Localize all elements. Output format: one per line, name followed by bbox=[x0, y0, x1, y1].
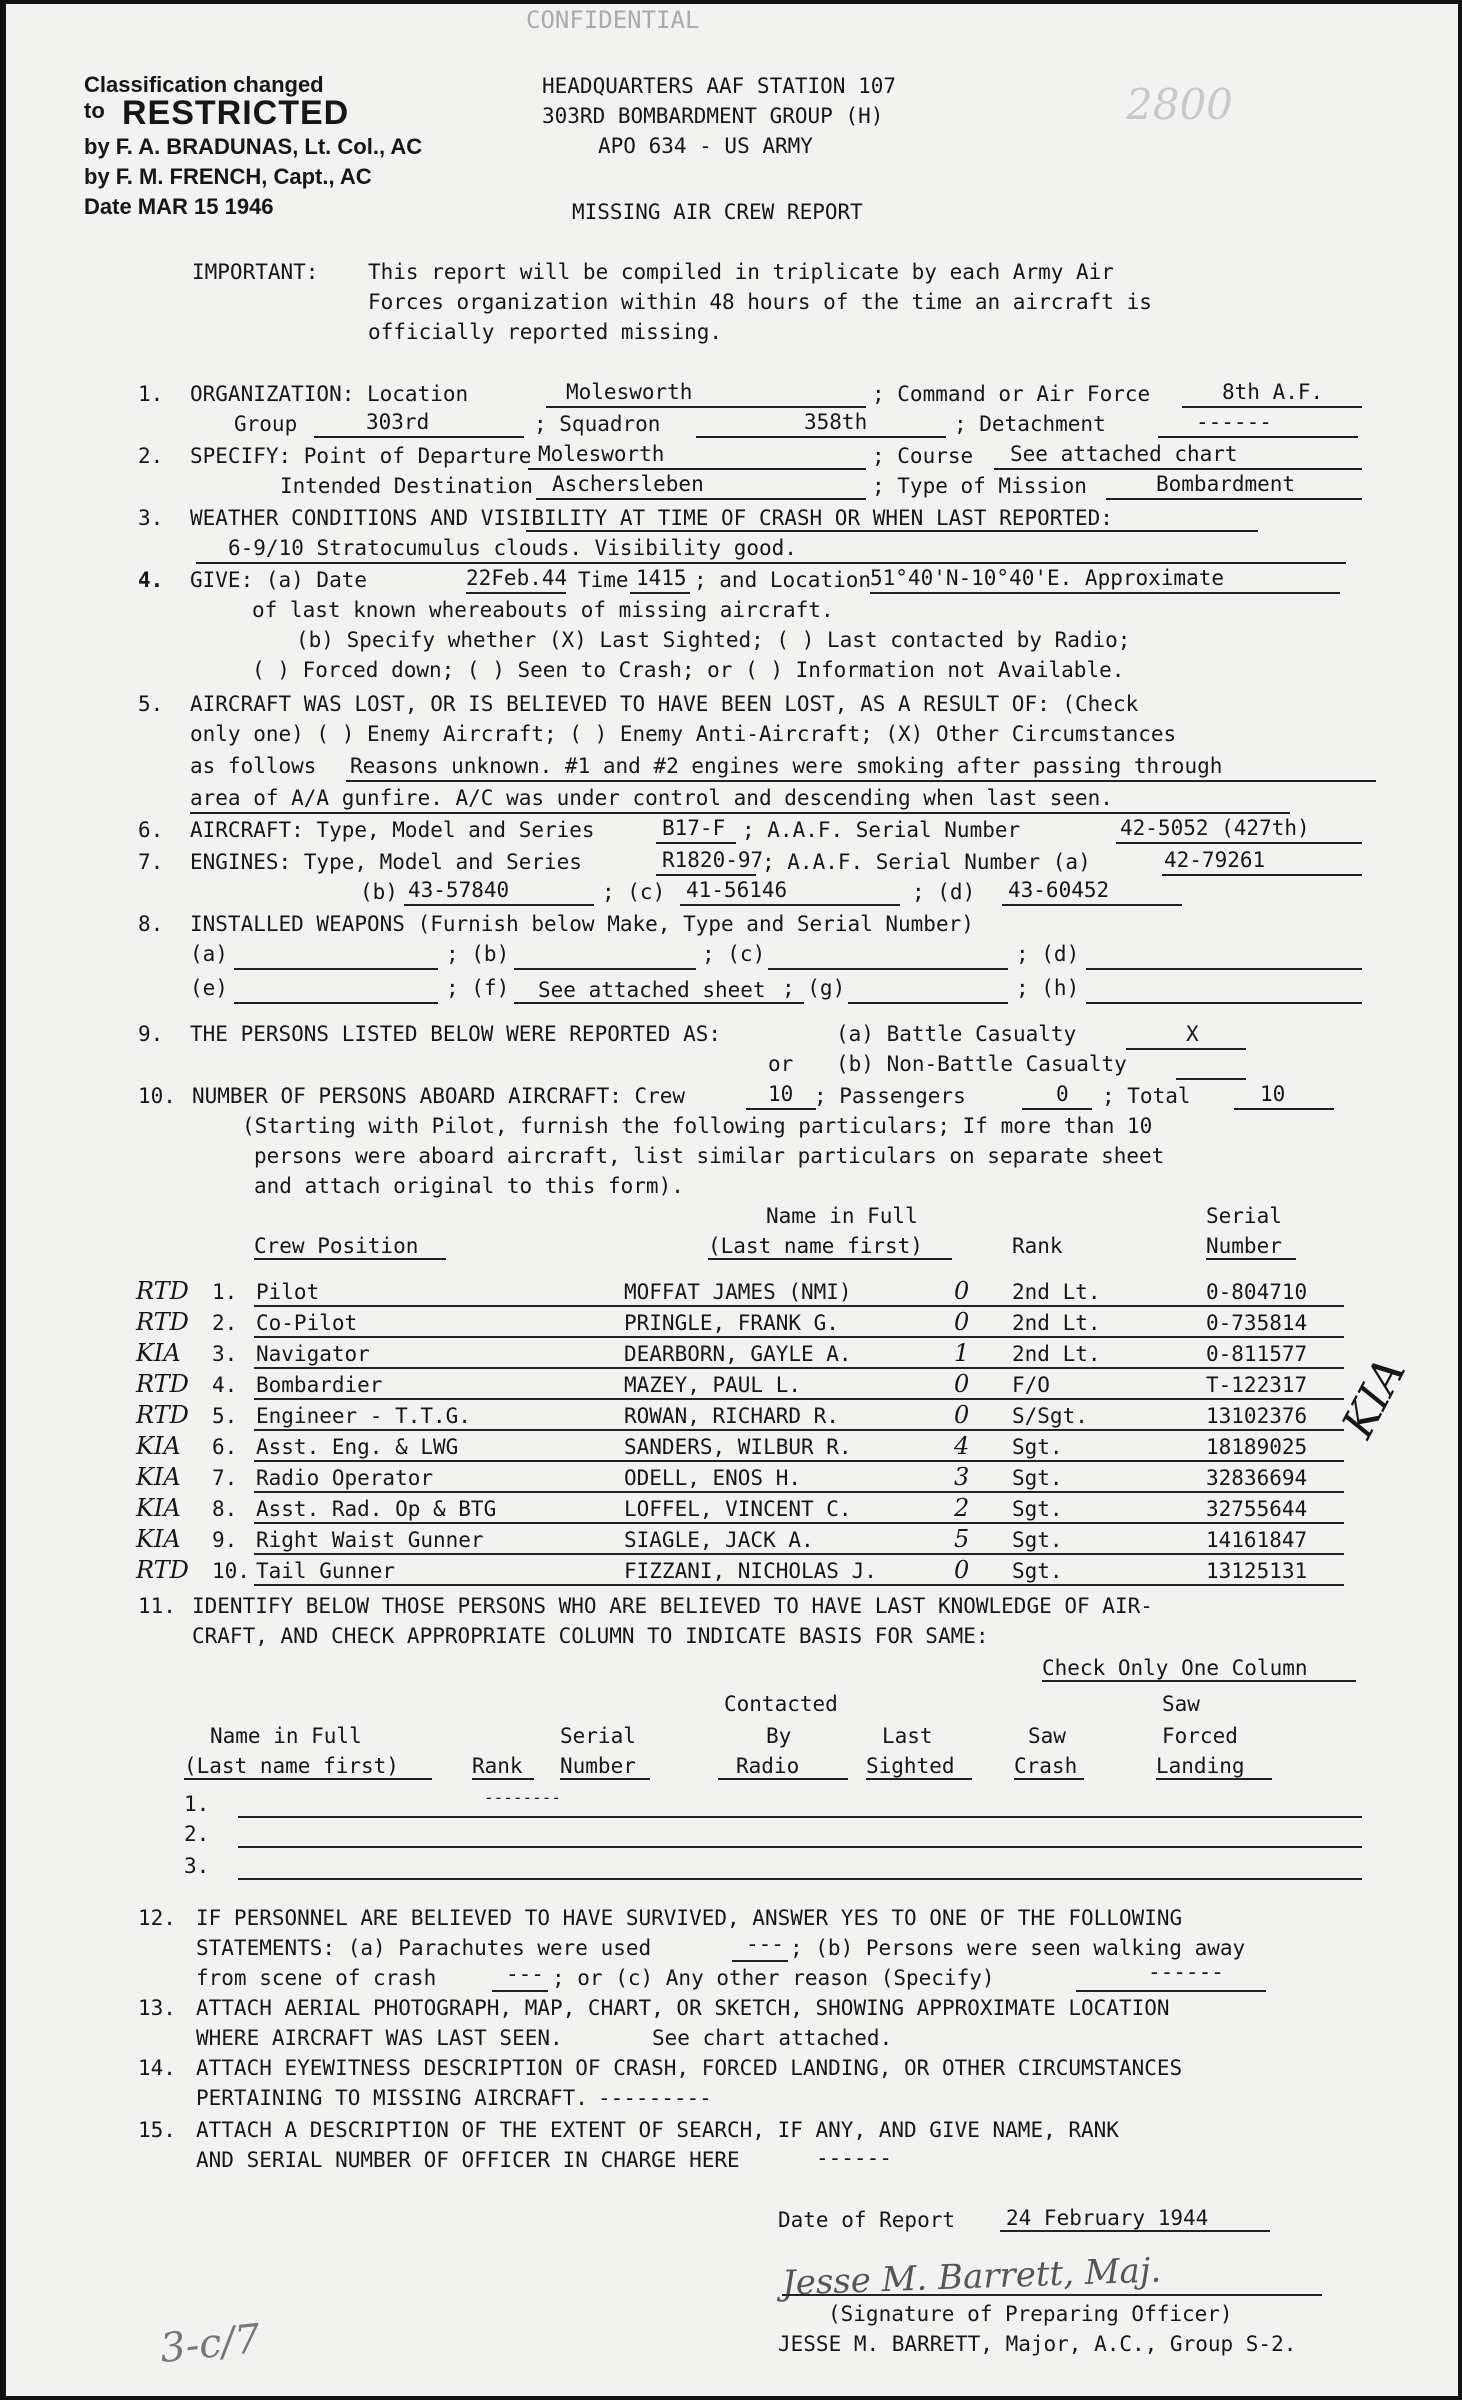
s11-h-forced-1: Saw bbox=[1162, 1692, 1200, 1716]
crew-row-number: 6. bbox=[212, 1435, 238, 1459]
s13-line-1: ATTACH AERIAL PHOTOGRAPH, MAP, CHART, OR SKETCH, SHOWING APPROXIMATE LOCATION bbox=[196, 1996, 1170, 2020]
s13-number: 13. bbox=[138, 1996, 176, 2020]
crew-position: Pilot bbox=[256, 1280, 320, 1304]
s2-departure-value: Molesworth bbox=[538, 442, 665, 466]
crew-serial: 18189025 bbox=[1206, 1435, 1308, 1459]
crew-mark: 0 bbox=[954, 1308, 970, 1336]
s10-passengers-label: ; Passengers bbox=[814, 1084, 966, 1108]
stamp-by-2: by F. M. FRENCH, Capt., AC bbox=[84, 164, 372, 189]
crew-name: MOFFAT JAMES (NMI) bbox=[624, 1280, 852, 1304]
crew-name: SIAGLE, JACK A. bbox=[624, 1528, 814, 1552]
s11-h-forced-3: Landing bbox=[1156, 1754, 1245, 1778]
crew-header-name-1: Name in Full bbox=[766, 1204, 918, 1228]
s2-destination-label: Intended Destination bbox=[280, 474, 533, 498]
s11-line-1: IDENTIFY BELOW THOSE PERSONS WHO ARE BELIEVED TO HAVE LAST KNOWLEDGE OF AIR- bbox=[192, 1594, 1153, 1618]
crew-header-serial-1: Serial bbox=[1206, 1204, 1282, 1228]
s1-location-value: Molesworth bbox=[566, 380, 693, 404]
crew-status: RTD bbox=[136, 1556, 189, 1584]
s15-line-1: ATTACH A DESCRIPTION OF THE EXTENT OF SEARCH, IF ANY, AND GIVE NAME, RANK bbox=[196, 2118, 1119, 2142]
crew-status: KIA bbox=[136, 1525, 181, 1553]
s8-number: 8. bbox=[138, 912, 164, 936]
crew-position: Right Waist Gunner bbox=[256, 1528, 484, 1552]
crew-name: FIZZANI, NICHOLAS J. bbox=[624, 1559, 877, 1583]
crew-serial: 13125131 bbox=[1206, 1559, 1308, 1583]
s14-number: 14. bbox=[138, 2056, 176, 2080]
crew-rank: Sgt. bbox=[1012, 1528, 1063, 1552]
crew-mark: 3 bbox=[954, 1463, 970, 1491]
s5-line-2: only one) ( ) Enemy Aircraft; ( ) Enemy Anti-Aircraft; (X) Other Circumstances bbox=[190, 722, 1177, 746]
crew-position: Tail Gunner bbox=[256, 1559, 396, 1583]
crew-row-number: 8. bbox=[212, 1497, 238, 1521]
crew-name: PRINGLE, FRANK G. bbox=[624, 1311, 839, 1335]
s14-value: --------- bbox=[598, 2086, 712, 2110]
s15-number: 15. bbox=[138, 2118, 176, 2142]
s11-h-saw-1: Saw bbox=[1028, 1724, 1066, 1748]
s8-b-label: ; (b) bbox=[446, 942, 510, 966]
s8-a-label: (a) bbox=[190, 942, 228, 966]
s10-passengers-value: 0 bbox=[1056, 1082, 1069, 1106]
s6-serial-label: ; A.A.F. Serial Number bbox=[742, 818, 1021, 842]
s11-h-forced-2: Forced bbox=[1162, 1724, 1238, 1748]
crew-rank: 2nd Lt. bbox=[1012, 1280, 1101, 1304]
crew-mark: 0 bbox=[954, 1370, 970, 1398]
s4-location-label: ; and Location bbox=[694, 568, 872, 592]
s1-command-label: ; Command or Air Force bbox=[872, 382, 1151, 406]
crew-row-rule bbox=[254, 1367, 1344, 1369]
s1-command-value: 8th A.F. bbox=[1222, 380, 1324, 404]
crew-rank: Sgt. bbox=[1012, 1466, 1063, 1490]
s8-c-label: ; (c) bbox=[702, 942, 766, 966]
header-line-3: APO 634 - US ARMY bbox=[598, 134, 813, 158]
corner-note: 3-c/7 bbox=[157, 2315, 263, 2373]
s10-line-3: persons were aboard aircraft, list similar particulars on separate sheet bbox=[254, 1144, 1165, 1168]
s1-detachment-label: ; Detachment bbox=[954, 412, 1106, 436]
s12-line-1: IF PERSONNEL ARE BELIEVED TO HAVE SURVIVED, ANSWER YES TO ONE OF THE FOLLOWING bbox=[196, 1906, 1183, 1930]
s9-battle-label: (a) Battle Casualty bbox=[836, 1022, 1077, 1046]
crew-status: KIA bbox=[136, 1339, 181, 1367]
s5-reasons-1: Reasons unknown. #1 and #2 engines were smoking after passing through bbox=[350, 754, 1223, 778]
crew-position: Co-Pilot bbox=[256, 1311, 358, 1335]
s2-destination-value: Aschersleben bbox=[552, 472, 704, 496]
s11-check-one: Check Only One Column bbox=[1042, 1656, 1308, 1680]
crew-rank: Sgt. bbox=[1012, 1435, 1063, 1459]
s11-h-serial-2: Number bbox=[560, 1754, 636, 1778]
s11-line-2: CRAFT, AND CHECK APPROPRIATE COLUMN TO INDICATE BASIS FOR SAME: bbox=[192, 1624, 989, 1648]
s8-e-label: (e) bbox=[190, 976, 228, 1000]
stamp-restricted: RESTRICTED bbox=[122, 94, 350, 132]
crew-header-serial-2: Number bbox=[1206, 1234, 1282, 1258]
crew-row-number: 7. bbox=[212, 1466, 238, 1490]
s2-departure-label: SPECIFY: Point of Departure bbox=[190, 444, 532, 468]
crew-mark: 5 bbox=[954, 1525, 970, 1553]
s12-walking-value: --- bbox=[506, 1962, 544, 1986]
s12-parachutes-value: --- bbox=[746, 1932, 784, 1956]
s11-h-saw-2: Crash bbox=[1014, 1754, 1078, 1778]
crew-mark: 0 bbox=[954, 1277, 970, 1305]
s1-group-value: 303rd bbox=[366, 410, 430, 434]
s4-location-value: 51°40'N-10°40'E. Approximate bbox=[870, 566, 1225, 590]
stamp-classification: Classification changed bbox=[84, 72, 324, 97]
crew-row-rule bbox=[254, 1522, 1344, 1524]
s11-h-rank: Rank bbox=[472, 1754, 523, 1778]
s7-engine-d: 43-60452 bbox=[1008, 878, 1110, 902]
officer-name: JESSE M. BARRETT, Major, A.C., Group S-2. bbox=[778, 2332, 1297, 2356]
crew-name: MAZEY, PAUL L. bbox=[624, 1373, 802, 1397]
crew-serial: 0-804710 bbox=[1206, 1280, 1308, 1304]
s2-course-value: See attached chart bbox=[1010, 442, 1238, 466]
s7-engine-c: 41-56146 bbox=[686, 878, 788, 902]
s10-crew-label: NUMBER OF PERSONS ABOARD AIRCRAFT: Crew bbox=[192, 1084, 686, 1108]
s8-f-value: See attached sheet bbox=[538, 978, 766, 1002]
crew-row-rule bbox=[254, 1336, 1344, 1338]
s11-h-radio-2: By bbox=[766, 1724, 792, 1748]
s2-course-label: ; Course bbox=[872, 444, 974, 468]
s1-location-label: ORGANIZATION: Location bbox=[190, 382, 469, 406]
s7-type-label: ENGINES: Type, Model and Series bbox=[190, 850, 582, 874]
s7-d-label: ; (d) bbox=[912, 880, 976, 904]
s9-line-1: THE PERSONS LISTED BELOW WERE REPORTED AS: bbox=[190, 1022, 722, 1046]
s7-b-label: (b) bbox=[360, 880, 398, 904]
crew-position: Navigator bbox=[256, 1342, 370, 1366]
s10-total-value: 10 bbox=[1260, 1082, 1286, 1106]
crew-position: Engineer - T.T.G. bbox=[256, 1404, 471, 1428]
crew-row-number: 1. bbox=[212, 1280, 238, 1304]
crew-position: Bombardier bbox=[256, 1373, 383, 1397]
crew-name: ODELL, ENOS H. bbox=[624, 1466, 802, 1490]
crew-status: RTD bbox=[136, 1308, 189, 1336]
s13-value: See chart attached. bbox=[652, 2026, 893, 2050]
s4-time-label: Time bbox=[578, 568, 629, 592]
s12-other-value: ------ bbox=[1148, 1960, 1224, 1984]
crew-serial: 0-735814 bbox=[1206, 1311, 1308, 1335]
s13-line-2: WHERE AIRCRAFT WAS LAST SEEN. bbox=[196, 2026, 563, 2050]
crew-status: KIA bbox=[136, 1494, 181, 1522]
crew-mark: 0 bbox=[954, 1556, 970, 1584]
crew-rank: 2nd Lt. bbox=[1012, 1311, 1101, 1335]
s4-date-value: 22Feb.44 bbox=[466, 566, 568, 590]
crew-row-number: 3. bbox=[212, 1342, 238, 1366]
s6-type-label: AIRCRAFT: Type, Model and Series bbox=[190, 818, 595, 842]
s11-h-last-1: Last bbox=[882, 1724, 933, 1748]
crew-position: Asst. Rad. Op & BTG bbox=[256, 1497, 497, 1521]
s12-number: 12. bbox=[138, 1906, 176, 1930]
signature: Jesse M. Barrett, Maj. bbox=[781, 2250, 1162, 2304]
s10-line-2: (Starting with Pilot, furnish the following particulars; If more than 10 bbox=[242, 1114, 1153, 1138]
s7-type-value: R1820-97 bbox=[662, 848, 764, 872]
crew-name: LOFFEL, VINCENT C. bbox=[624, 1497, 852, 1521]
s6-serial-value: 42-5052 (427th) bbox=[1120, 816, 1310, 840]
page-title: MISSING AIR CREW REPORT bbox=[572, 200, 863, 224]
crew-row-number: 10. bbox=[212, 1559, 250, 1583]
crew-mark: 4 bbox=[954, 1432, 970, 1460]
s5-as-follows-label: as follows bbox=[190, 754, 317, 778]
signature-label: (Signature of Preparing Officer) bbox=[828, 2302, 1233, 2326]
crew-position: Radio Operator bbox=[256, 1466, 434, 1490]
s11-rank-dashes: -------- bbox=[484, 1788, 562, 1807]
s1-squadron-label: ; Squadron bbox=[534, 412, 661, 436]
s7-serial-label: ; A.A.F. Serial Number (a) bbox=[762, 850, 1091, 874]
s3-value: 6-9/10 Stratocumulus clouds. Visibility good. bbox=[228, 536, 797, 560]
s9-battle-mark: X bbox=[1186, 1022, 1199, 1046]
s11-row-1: 1. bbox=[184, 1792, 210, 1816]
s11-number: 11. bbox=[138, 1594, 176, 1618]
important-line-3: officially reported missing. bbox=[368, 320, 723, 344]
s9-number: 9. bbox=[138, 1022, 164, 1046]
report-sheet bbox=[6, 4, 1458, 2396]
s7-engine-b: 43-57840 bbox=[408, 878, 510, 902]
crew-name: SANDERS, WILBUR R. bbox=[624, 1435, 852, 1459]
crew-mark: 1 bbox=[954, 1339, 970, 1367]
crew-serial: 13102376 bbox=[1206, 1404, 1308, 1428]
s8-f-label: ; (f) bbox=[446, 976, 510, 1000]
s11-h-serial-1: Serial bbox=[560, 1724, 636, 1748]
important-label: IMPORTANT: bbox=[192, 260, 319, 284]
crew-rank: Sgt. bbox=[1012, 1497, 1063, 1521]
s10-total-label: ; Total bbox=[1102, 1084, 1191, 1108]
crew-name: DEARBORN, GAYLE A. bbox=[624, 1342, 852, 1366]
s12-walking-label: ; (b) Persons were seen walking away bbox=[790, 1936, 1246, 1960]
crew-row-rule bbox=[254, 1429, 1344, 1431]
s1-number: 1. bbox=[138, 382, 164, 406]
s12-parachutes-label: STATEMENTS: (a) Parachutes were used bbox=[196, 1936, 652, 1960]
s8-g-label: ; (g) bbox=[782, 976, 846, 1000]
crew-status: KIA bbox=[136, 1463, 181, 1491]
header-line-1: HEADQUARTERS AAF STATION 107 bbox=[542, 74, 897, 98]
crew-status: KIA bbox=[136, 1432, 181, 1460]
important-line-1: This report will be compiled in triplicate by each Army Air bbox=[368, 260, 1114, 284]
s4-line-4: ( ) Forced down; ( ) Seen to Crash; or ( ) Information not Available. bbox=[252, 658, 1125, 682]
s5-number: 5. bbox=[138, 692, 164, 716]
crew-row-rule bbox=[254, 1491, 1344, 1493]
crew-name: ROWAN, RICHARD R. bbox=[624, 1404, 839, 1428]
report-date-label: Date of Report bbox=[778, 2208, 956, 2232]
s14-line-1: ATTACH EYEWITNESS DESCRIPTION OF CRASH, FORCED LANDING, OR OTHER CIRCUMSTANCES bbox=[196, 2056, 1183, 2080]
stamp-by-1: by F. A. BRADUNAS, Lt. Col., AC bbox=[84, 134, 423, 159]
top-mark: CONFIDENTIAL bbox=[526, 6, 700, 34]
s15-line-2: AND SERIAL NUMBER OF OFFICER IN CHARGE HERE bbox=[196, 2148, 740, 2172]
crew-status: RTD bbox=[136, 1277, 189, 1305]
crew-serial: T-122317 bbox=[1206, 1373, 1308, 1397]
crew-header-rank: Rank bbox=[1012, 1234, 1063, 1258]
crew-serial: 32755644 bbox=[1206, 1497, 1308, 1521]
s7-engine-a: 42-79261 bbox=[1164, 848, 1266, 872]
s7-c-label: ; (c) bbox=[602, 880, 666, 904]
crew-header-name-2: (Last name first) bbox=[708, 1234, 923, 1258]
crew-row-rule bbox=[254, 1398, 1344, 1400]
crew-row-rule bbox=[254, 1584, 1344, 1586]
s8-line-1: INSTALLED WEAPONS (Furnish below Make, Type and Serial Number) bbox=[190, 912, 974, 936]
s14-line-2: PERTAINING TO MISSING AIRCRAFT. bbox=[196, 2086, 588, 2110]
s11-h-last-2: Sighted bbox=[866, 1754, 955, 1778]
crew-header-position: Crew Position bbox=[254, 1234, 419, 1258]
s8-h-label: ; (h) bbox=[1016, 976, 1080, 1000]
s11-row-3: 3. bbox=[184, 1854, 210, 1878]
crew-position: Asst. Eng. & LWG bbox=[256, 1435, 459, 1459]
stamp-to: to bbox=[84, 98, 105, 123]
s2-mission-value: Bombardment bbox=[1156, 472, 1296, 496]
s4-time-value: 1415 bbox=[636, 566, 687, 590]
s9-or: or bbox=[768, 1052, 794, 1076]
s4-line-2: of last known whereabouts of missing aircraft. bbox=[252, 598, 834, 622]
s12-scene-label: from scene of crash bbox=[196, 1966, 437, 1990]
s15-value: ------ bbox=[816, 2146, 892, 2170]
s6-type-value: B17-F bbox=[662, 816, 726, 840]
crew-rank: 2nd Lt. bbox=[1012, 1342, 1101, 1366]
s5-line-1: AIRCRAFT WAS LOST, OR IS BELIEVED TO HAVE BEEN LOST, AS A RESULT OF: (Check bbox=[190, 692, 1139, 716]
crew-mark: 0 bbox=[954, 1401, 970, 1429]
s2-number: 2. bbox=[138, 444, 164, 468]
crew-row-rule bbox=[254, 1460, 1344, 1462]
s1-squadron-value: 358th bbox=[804, 410, 868, 434]
crew-rank: F/O bbox=[1012, 1373, 1050, 1397]
s4-date-label: GIVE: (a) Date bbox=[190, 568, 368, 592]
s11-h-name-2: (Last name first) bbox=[184, 1754, 399, 1778]
s4-line-3: (b) Specify whether (X) Last Sighted; ( ) Last contacted by Radio; bbox=[296, 628, 1131, 652]
crew-rank: Sgt. bbox=[1012, 1559, 1063, 1583]
stamp-date: Date MAR 15 1946 bbox=[84, 194, 274, 219]
s11-row-2: 2. bbox=[184, 1822, 210, 1846]
crew-row-number: 2. bbox=[212, 1311, 238, 1335]
report-date-value: 24 February 1944 bbox=[1006, 2206, 1209, 2230]
s11-h-name-1: Name in Full bbox=[210, 1724, 362, 1748]
s3-label: WEATHER CONDITIONS AND VISIBILITY AT TIME OF CRASH OR WHEN LAST REPORTED: bbox=[190, 506, 1113, 530]
s5-reasons-2: area of A/A gunfire. A/C was under control and descending when last seen. bbox=[190, 786, 1113, 810]
s2-mission-label: ; Type of Mission bbox=[872, 474, 1087, 498]
side-mark: KIA bbox=[1332, 1349, 1417, 1447]
s10-crew-value: 10 bbox=[768, 1082, 794, 1106]
s10-line-4: and attach original to this form). bbox=[254, 1174, 684, 1198]
s6-number: 6. bbox=[138, 818, 164, 842]
s1-group-label: Group bbox=[234, 412, 298, 436]
important-line-2: Forces organization within 48 hours of the time an aircraft is bbox=[368, 290, 1152, 314]
crew-serial: 14161847 bbox=[1206, 1528, 1308, 1552]
crew-rank: S/Sgt. bbox=[1012, 1404, 1088, 1428]
crew-row-number: 9. bbox=[212, 1528, 238, 1552]
crew-status: RTD bbox=[136, 1370, 189, 1398]
crew-row-number: 5. bbox=[212, 1404, 238, 1428]
s1-detachment-value: ------ bbox=[1196, 410, 1272, 434]
crew-serial: 32836694 bbox=[1206, 1466, 1308, 1490]
corner-mark: 2800 bbox=[1126, 80, 1233, 129]
s12-other-label: ; or (c) Any other reason (Specify) bbox=[552, 1966, 995, 1990]
s10-number: 10. bbox=[138, 1084, 176, 1108]
crew-row-rule bbox=[254, 1553, 1344, 1555]
crew-serial: 0-811577 bbox=[1206, 1342, 1308, 1366]
s8-d-label: ; (d) bbox=[1016, 942, 1080, 966]
crew-row-rule bbox=[254, 1305, 1344, 1307]
s11-h-radio-1: Contacted bbox=[724, 1692, 838, 1716]
s11-h-radio-3: Radio bbox=[736, 1754, 800, 1778]
s9-nonbattle-label: (b) Non-Battle Casualty bbox=[836, 1052, 1127, 1076]
crew-status: RTD bbox=[136, 1401, 189, 1429]
s7-number: 7. bbox=[138, 850, 164, 874]
s3-number: 3. bbox=[138, 506, 164, 530]
header-line-2: 303RD BOMBARDMENT GROUP (H) bbox=[542, 104, 884, 128]
s4-number: 4. bbox=[138, 568, 164, 592]
crew-mark: 2 bbox=[954, 1494, 970, 1522]
crew-row-number: 4. bbox=[212, 1373, 238, 1397]
